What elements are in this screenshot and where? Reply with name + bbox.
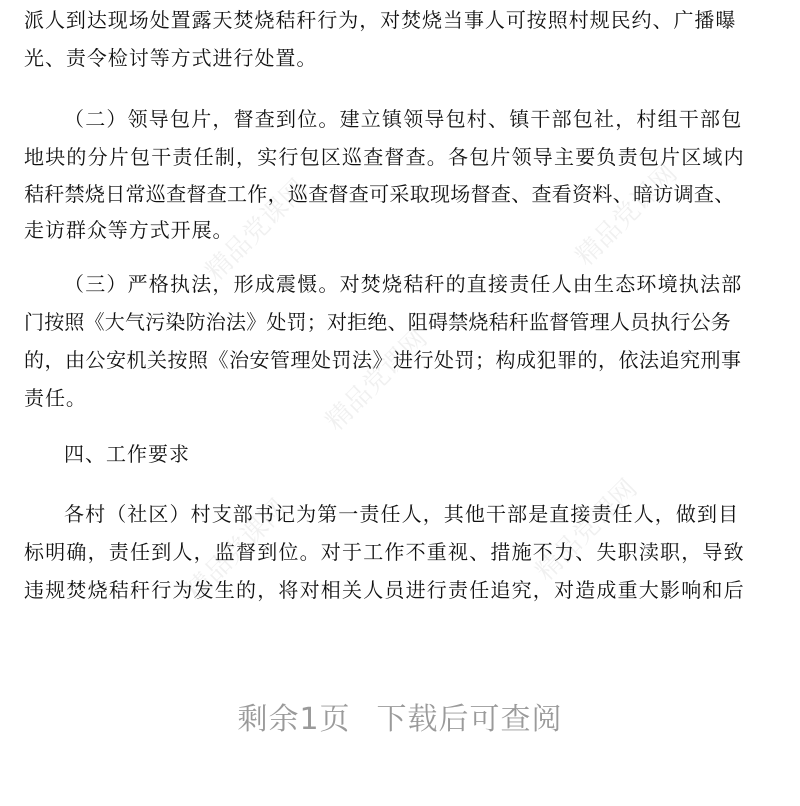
line-text: 标明确，责任到人，监督到位。对于工作不重视、措施不力、失职渎职，导致 [24,540,745,564]
text-line [0,380,800,416]
text-line [0,40,800,76]
line-text: 走访群众等方式开展。 [24,218,234,242]
watermark: 精品党课网 [320,323,434,437]
text-line [0,304,800,340]
watermark: 精品党课网 [570,158,684,272]
section-heading [0,436,800,472]
text-line [0,176,800,212]
watermark: 精品党课网 [530,473,644,587]
line-text: 的，由公安机关按照《治安管理处罚法》进行处罚；构成犯罪的，依法追究刑事 [24,348,742,372]
text-line [0,139,800,175]
line-text: 违规焚烧秸秆行为发生的，将对相关人员进行责任追究，对造成重大影响和后 [24,578,745,602]
text-line [0,2,800,38]
text-line [0,534,800,570]
line-text: 派人到达现场处置露天焚烧秸秆行为，对焚烧当事人可按照村规民约、广播曝 [24,8,737,32]
watermark: 精品党课网 [180,493,294,607]
line-text: 各村（社区）村支部书记为第一责任人，其他干部是直接责任人，做到目 [64,502,740,526]
text-line [0,101,800,137]
line-text: 秸秆禁烧日常巡查督查工作，巡查督查可采取现场督查、查看资料、暗访调查、 [24,182,735,206]
remaining-pages-notice [0,700,800,740]
download-hint-text: 下载后可查阅 [376,702,563,737]
text-line [0,212,800,248]
line-text: 光、责令检讨等方式进行处置。 [24,46,318,70]
text-line [0,342,800,378]
text-line [0,266,800,302]
watermark: 精品党课网 [200,173,314,287]
line-text: 责任。 [24,386,87,410]
line-text: 地块的分片包干责任制，实行包区巡查督查。各包片领导主要负责包片区域内 [24,145,745,169]
text-line [0,572,800,608]
remaining-pages-text: 剩余1页 [237,702,351,737]
heading-text: 四、工作要求 [64,442,190,466]
line-text: 门按照《大气污染防治法》处罚；对拒绝、阻碍禁烧秸秆监督管理人员执行公务 [24,310,731,334]
line-text: （二）领导包片，督查到位。建立镇领导包村、镇干部包社，村组干部包 [64,107,743,131]
text-line [0,496,800,532]
line-text: （三）严格执法，形成震慑。对焚烧秸秆的直接责任人由生态环境执法部 [64,272,743,296]
